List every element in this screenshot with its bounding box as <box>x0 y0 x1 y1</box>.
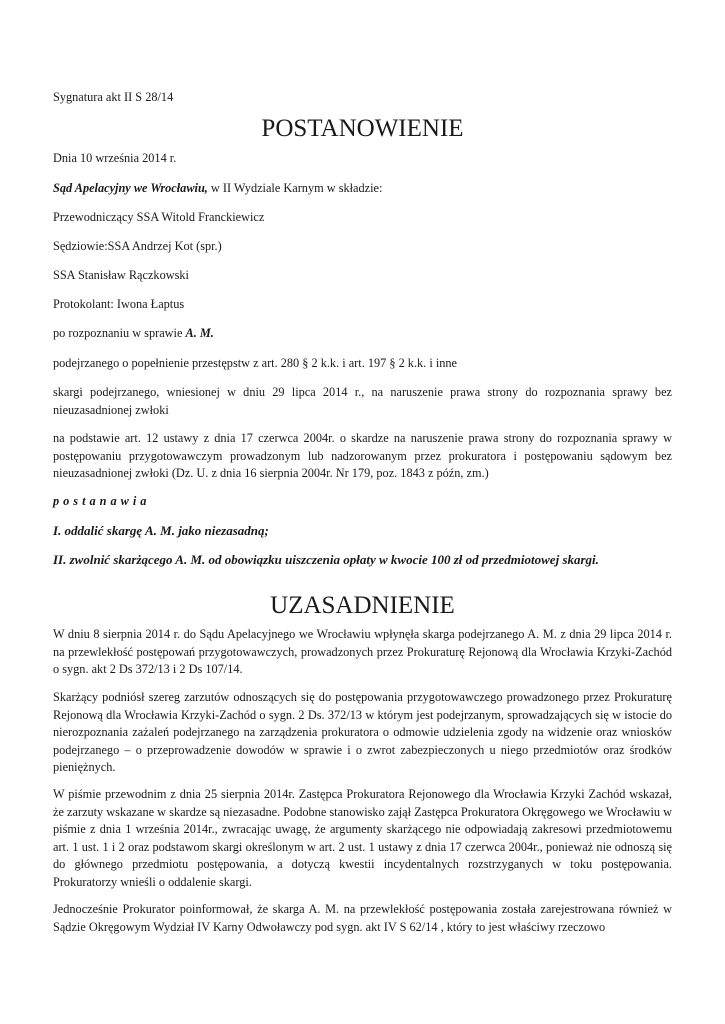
case-line <box>53 325 672 343</box>
justification-paragraph-2: Skarżący podniósł szereg zarzutów odnoszących się do postępowania przygotowawczego prowadzonego przez Prokuraturę Rejonową dla Wrocławia Krzyki-Zachód o sygn. 2 Ds. 372/13 w którym jest podejrzanym, sprowadzających się w istocie do nierozpoznania zażaleń podejrzanego na zarządzenia prokuratora o odmowie udzielenia zgody na widzenie oraz wniosków podejrzanego – o przeprowadzenie dowodów w sprawie i o zwrot zabezpieczonych u niego przedmiotów oraz środków pieniężnych. <box>53 690 672 774</box>
justification-paragraph-3: W piśmie przewodnim z dnia 25 sierpnia 2014r. Zastępca Prokuratora Rejonowego dla Wrocławia Krzyki Zachód wskazał, że zarzuty wskazane w skardze są niezasadne. Podobne stanowisko zajął Zastępca Prokuratora Okręgowego we Wrocławiu w piśmie z dnia 1 września 2014r., zwracając uwagę, że argumenty skarżącego nie odpowiadają zakresowi przedmiotowemu art. 1 ust. 1 i 2 oraz podstawom skargi określonym w art. 2 ust. 1 ustawy z dnia 17 czerwca 2004r., ponieważ nie odnoszą się do głównego przedmiotu postępowania, a dotyczą kwestii incydentalnych rozstrzyganych w toku postępowania. Prokuratorzy wnieśli o oddalenie skargi. <box>53 787 672 889</box>
decision-date: Dnia 10 września 2014 r. <box>53 151 177 165</box>
case-signature: Sygnatura akt II S 28/14 <box>53 90 174 104</box>
decides-heading: postanawia <box>53 494 151 508</box>
ruling-1: I. oddalić skargę A. M. jako niezasadną; <box>53 523 269 538</box>
court-name: Sąd Apelacyjny we Wrocławiu, <box>53 181 208 195</box>
legal-basis: na podstawie art. 12 ustawy z dnia 17 czerwca 2004r. o skardze na naruszenie prawa strony do rozpoznania sprawy w postępowaniu przygotowawczym prowadzonym lub nadzorowanym przez prokuratora i postępowaniu sądowym bez nieuzasadnionej zwłoki (Dz. U. z dnia 16 sierpnia 2004r. Nr 179, poz. 1843 z późn, zm.) <box>53 431 672 480</box>
court-clerk: Protokolant: Iwona Łaptus <box>53 297 185 311</box>
complaint-description: skargi podejrzanego, wniesionej w dniu 29 lipca 2014 r., na naruszenie prawa strony do rozpoznania sprawy bez nieuzasadnionej zwłoki <box>53 385 672 417</box>
court-line <box>53 180 672 198</box>
court-division: w II Wydziale Karnym w składzie: <box>207 181 383 195</box>
case-prefix: po rozpoznaniu w sprawie <box>53 326 186 340</box>
judge-second: SSA Stanisław Rączkowski <box>53 268 189 282</box>
justification-title: UZASADNIENIE <box>270 592 455 619</box>
case-party: A. M. <box>185 326 214 340</box>
justification-paragraph-1: W dniu 8 sierpnia 2014 r. do Sądu Apelacyjnego we Wrocławiu wpłynęła skarga podejrzanego A. M. z dnia 29 lipca 2014 r. na przewlekłość postępowań przygotowawczych, prowadzonych przez Prokuraturę Rejonową dla Wrocławia Krzyki-Zachód o sygn. akt 2 Ds 372/13 i 2 Ds 107/14. <box>53 627 672 676</box>
document-title: POSTANOWIENIE <box>261 115 464 142</box>
justification-paragraph-4: Jednocześnie Prokurator poinformował, że skarga A. M. na przewlekłość postępowania została zarejestrowana również w Sądzie Okręgowym Wydział IV Karny Odwoławczy pod sygn. akt IV S 62/14 , który to jest właściwy rzeczowo <box>53 902 672 934</box>
charge-description: podejrzanego o popełnienie przestępstw z art. 280 § 2 k.k. i art. 197 § 2 k.k. i inne <box>53 356 457 370</box>
judge-rapporteur: Sędziowie:SSA Andrzej Kot (spr.) <box>53 239 222 253</box>
presiding-judge: Przewodniczący SSA Witold Franckiewicz <box>53 210 265 224</box>
ruling-2: II. zwolnić skarżącego A. M. od obowiązku uiszczenia opłaty w kwocie 100 zł od przedmiotowej skargi. <box>53 552 599 567</box>
